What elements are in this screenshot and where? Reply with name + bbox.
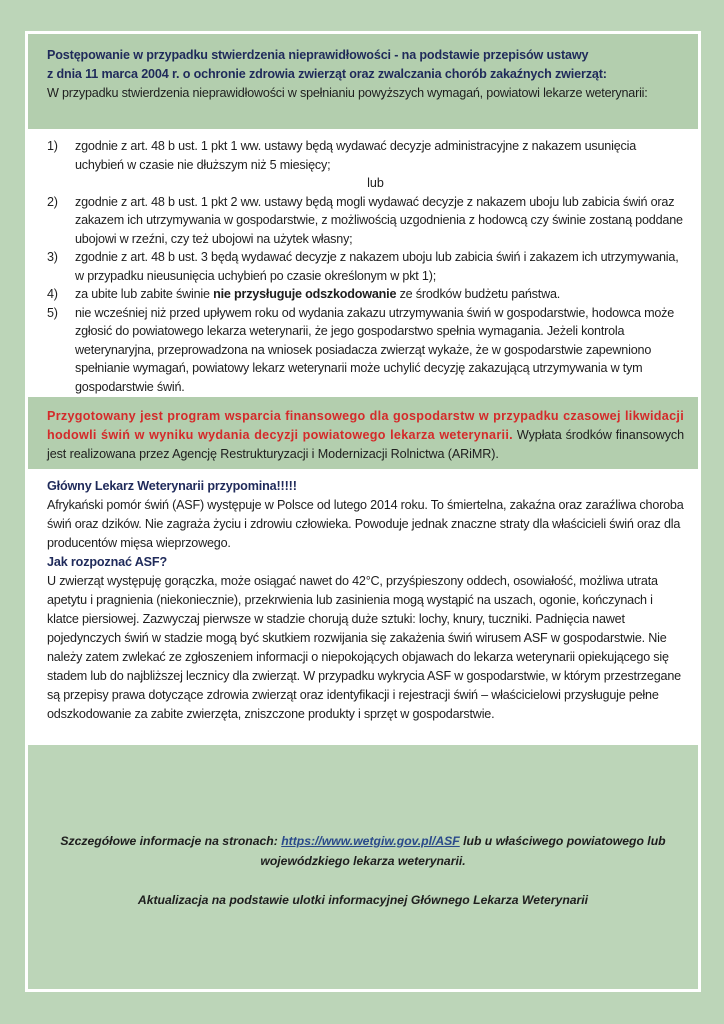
- asf-heading: Główny Lekarz Weterynarii przypomina!!!!!: [47, 479, 297, 493]
- list-item: [47, 285, 684, 304]
- update-note: Aktualizacja na podstawie ulotki informacyjnej Głównego Lekarza Weterynarii: [137, 893, 589, 907]
- item-text-after: ze środków budżetu państwa.: [396, 287, 561, 301]
- title-line-2: z dnia 11 marca 2004 r. o ochronie zdrowia zwierząt oraz zwalczania chorób zakaźnych zwierząt:: [47, 67, 607, 81]
- item-text: zgodnie z art. 48 b ust. 1 pkt 1 ww. ustawy będą wydawać decyzje administracyjne z nakazem usunięcia uchybień w czasie nie dłuższym niż 5 miesięcy;: [75, 139, 637, 172]
- item-number: 2): [47, 194, 58, 209]
- item-number: 4): [47, 287, 58, 301]
- procedure-list-section: [28, 129, 698, 397]
- more-info-prefix: Szczegółowe informacje na stronach:: [60, 834, 282, 848]
- funding-details: Wypłata środków finansowych jest realizowana przez Agencję Restrukturyzacji i Modernizacji Rolnictwa (ARiMR).: [47, 428, 684, 461]
- list-item: [47, 304, 684, 397]
- more-info-text: [42, 831, 684, 871]
- item-text: zgodnie z art. 48 b ust. 1 pkt 2 ww. ustawy będą mogli wydawać decyzje z nakazem uboju lub zabicia świń oraz zakazem ich utrzymywania w gospodarstwie, z możliwością uzgodnienia z hodowcą czy świnie zostaną poddane ubojowi w rzeźni, czy też ubojowi na użytek własny;: [75, 194, 683, 246]
- asf-subheading: Jak rozpoznać ASF?: [47, 555, 167, 569]
- no-compensation-emphasis: nie przysługuje odszkodowanie: [213, 287, 397, 301]
- leaflet-frame: [25, 31, 701, 992]
- wetgiw-link[interactable]: https://www.wetgiw.gov.pl/ASF: [281, 834, 460, 848]
- intro-text: W przypadku stwierdzenia nieprawidłowości w spełnianiu powyższych wymagań, powiatowi lekarze weterynarii:: [47, 86, 648, 100]
- info-section: [28, 745, 698, 989]
- asf-symptoms-text: U zwierząt występuję gorączka, może osiągać nawet do 42°C, przyśpieszony oddech, osowiałość, możliwa utrata apetytu i pragnienia (niekoniecznie), przekrwienia lub zasinienia mogą wystąpić na uszach, ogonie, kończynach i klatce piersiowej. Zazwyczaj pierwsze w stadzie chorują duże sztuki: lochy, knury, tuczniki. Padnięcia nawet pojedynczych świń w stadzie mogą być skutkiem rozwijania się zakażenia świń wirusem ASF w gospodarstwie. Nie należy zatem zwlekać ze zgłoszeniem informacji o niepokojących objawach do lekarza weterynarii opiekującego się stadem lub do najbliższej lecznicy dla zwierząt. W przypadku wykrycia ASF w gospodarstwie, w którym przestrzegane są przepisy prawa dotyczące zdrowia zwierząt oraz identyfikacji i rejestracji świń – właścicielowi przysługuje pełne odszkodowanie za zabite zwierzęta, zniszczone produkty i sprzęt w gospodarstwie.: [47, 574, 681, 721]
- item-number: 5): [47, 305, 58, 320]
- separator-or: lub: [367, 176, 384, 190]
- list-item: [47, 137, 684, 174]
- list-item: [47, 248, 684, 285]
- item-text-before: za ubite lub zabite świnie: [75, 287, 214, 301]
- asf-intro: Afrykański pomór świń (ASF) występuje w Polsce od lutego 2014 roku. To śmiertelna, zakaźna oraz zaraźliwa choroba świń oraz dzików. Nie zagraża życiu i zdrowiu człowieka. Powoduje jednak znaczne straty dla właścicieli świń oraz dla producentów mięsa wieprzowego.: [47, 498, 684, 550]
- title-line-1: Postępowanie w przypadku stwierdzenia nieprawidłowości - na podstawie przepisów ustawy: [47, 48, 589, 62]
- more-info-suffix: lub u właściwego powiatowego lub wojewódzkiego lekarza weterynarii.: [260, 834, 666, 868]
- asf-section: [28, 469, 698, 745]
- section-title: [47, 46, 684, 84]
- item-text: zgodnie z art. 48 b ust. 3 będą wydawać decyzje z nakazem uboju lub zabicia świń i zakazem ich utrzymywania, w przypadku nieusunięcia uchybień po czasie określonym w pkt 1);: [75, 250, 679, 283]
- item-number: 3): [47, 250, 58, 264]
- item-text: nie wcześniej niż przed upływem roku od wydania zakazu utrzymywania świń w gospodarstwie, hodowca może zgłosić do powiatowego lekarza weterynarii, że jego gospodarstwo spełnia wymagania. Jeżeli kontrola weterynaryjna, przeprowadzona na wniosek posiadacza zwierząt wykaże, że w gospodarstwie zapewniono spełnianie wymagań, powiatowy lekarz weterynarii może uchylić decyzję zakazującą utrzymywania w tym gospodarstwie świń.: [75, 305, 675, 394]
- item-number: 1): [47, 139, 58, 153]
- procedure-list: [47, 137, 684, 396]
- list-item: [47, 193, 684, 249]
- funding-text: [47, 407, 684, 464]
- funding-section: [28, 397, 698, 469]
- funding-highlight: Przygotowany jest program wsparcia finansowego dla gospodarstw w przypadku czasowej likwidacji hodowli świń w wyniku wydania decyzji powiatowego lekarza weterynarii.: [47, 409, 684, 442]
- legal-procedure-header: [28, 34, 698, 129]
